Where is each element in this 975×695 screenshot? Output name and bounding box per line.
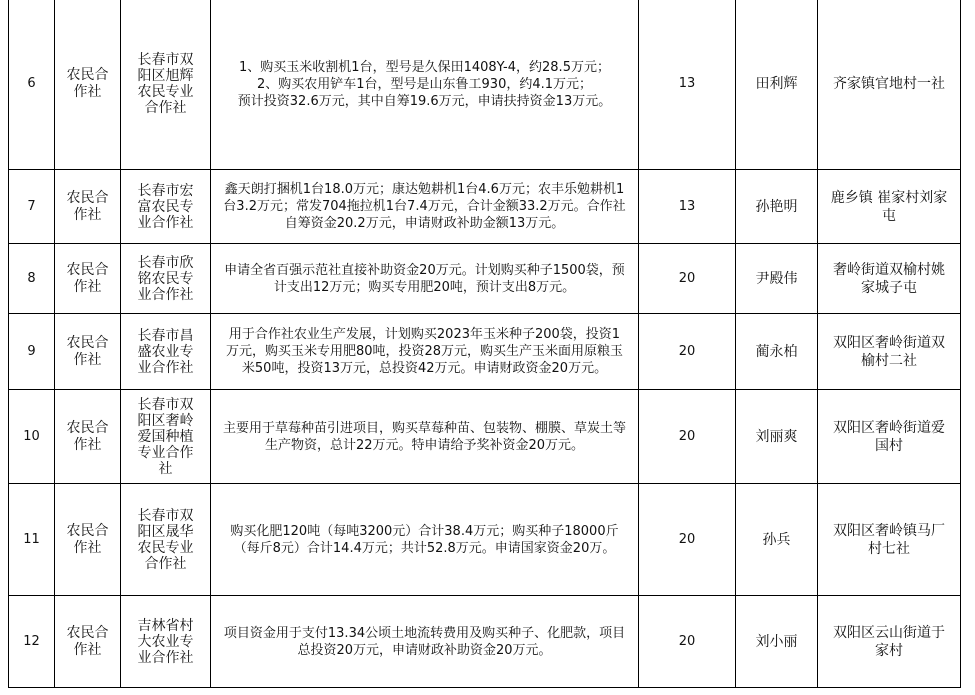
contact-person-cell: 孙兵 bbox=[736, 484, 818, 596]
address-cell: 奢岭街道双榆村姚家城子屯 bbox=[818, 244, 961, 314]
project-description-cell bbox=[211, 170, 639, 244]
address-cell: 双阳区奢岭街道爱国村 bbox=[818, 390, 961, 484]
address-cell: 鹿乡镇 崔家村刘家屯 bbox=[818, 170, 961, 244]
contact-person-cell: 刘丽爽 bbox=[736, 390, 818, 484]
address-cell: 双阳区奢岭镇马厂村七社 bbox=[818, 484, 961, 596]
funding-amount-cell: 20 bbox=[639, 244, 736, 314]
project-description-cell bbox=[211, 244, 639, 314]
table-row bbox=[9, 0, 961, 170]
entity-type-cell: 农民合作社 bbox=[55, 484, 121, 596]
table-row bbox=[9, 390, 961, 484]
funding-amount-cell: 13 bbox=[639, 170, 736, 244]
description-paragraph: 1、购买玉米收割机1台，型号是久保田1408Y-4，约28.5万元； bbox=[239, 59, 610, 75]
funding-amount-cell: 13 bbox=[639, 0, 736, 170]
table-row bbox=[9, 170, 961, 244]
funding-amount-cell: 20 bbox=[639, 314, 736, 390]
contact-person-cell: 孙艳明 bbox=[736, 170, 818, 244]
description-paragraph: 鑫天朗打捆机1台18.0万元；康达勉耕机1台4.6万元；农丰乐勉耕机1台3.2万元；常发704拖拉机1台7.4万元，合计金额33.2万元。合作社自筹资金20.2万元，申请财政补助金额13万元。 bbox=[223, 182, 626, 231]
contact-person-cell: 尹殿伟 bbox=[736, 244, 818, 314]
cooperative-name-cell: 长春市宏富农民专业合作社 bbox=[121, 170, 211, 244]
description-paragraph: 预计投资32.6万元，其中自筹19.6万元，申请扶持资金13万元。 bbox=[237, 93, 612, 109]
project-table bbox=[8, 0, 961, 688]
entity-type-cell: 农民合作社 bbox=[55, 244, 121, 314]
cooperative-name-cell: 长春市双阳区奢岭爱国种植专业合作社 bbox=[121, 390, 211, 484]
table-row bbox=[9, 596, 961, 688]
contact-person-cell: 田利辉 bbox=[736, 0, 818, 170]
funding-amount-cell: 20 bbox=[639, 484, 736, 596]
cooperative-name-cell: 长春市昌盛农业专业合作社 bbox=[121, 314, 211, 390]
row-number-cell: 9 bbox=[9, 314, 55, 390]
contact-person-cell: 蔺永柏 bbox=[736, 314, 818, 390]
cooperative-name-cell: 长春市双阳区旭辉农民专业合作社 bbox=[121, 0, 211, 170]
project-description-cell bbox=[211, 484, 639, 596]
description-paragraph: 项目资金用于支付13.34公顷土地流转费用及购买种子、化肥款，项目总投资20万元，申请财政补助资金20万元。 bbox=[223, 625, 626, 658]
description-paragraph: 2、购买农用铲车1台，型号是山东鲁工930，约4.1万元； bbox=[256, 76, 593, 92]
entity-type-cell: 农民合作社 bbox=[55, 170, 121, 244]
description-paragraph: 主要用于草莓种苗引进项目，购买草莓种苗、包装物、棚膜、草炭土等生产物资，总计22万元。特申请给予奖补资金20万元。 bbox=[223, 420, 627, 453]
row-number-cell: 10 bbox=[9, 390, 55, 484]
cooperative-name-cell: 长春市双阳区晟华农民专业合作社 bbox=[121, 484, 211, 596]
entity-type-cell: 农民合作社 bbox=[55, 390, 121, 484]
table-row bbox=[9, 484, 961, 596]
table-body bbox=[9, 0, 961, 688]
funding-amount-cell: 20 bbox=[639, 596, 736, 688]
entity-type-cell: 农民合作社 bbox=[55, 0, 121, 170]
row-number-cell: 8 bbox=[9, 244, 55, 314]
project-description-cell bbox=[211, 596, 639, 688]
address-cell: 双阳区云山街道于家村 bbox=[818, 596, 961, 688]
project-description-cell bbox=[211, 390, 639, 484]
project-description-cell bbox=[211, 0, 639, 170]
project-description-cell bbox=[211, 314, 639, 390]
address-cell: 齐家镇官地村一社 bbox=[818, 0, 961, 170]
cooperative-name-cell: 吉林省村大农业专业合作社 bbox=[121, 596, 211, 688]
description-paragraph: 申请全省百强示范社直接补助资金20万元。计划购买种子1500袋，预计支出12万元；购买专用肥20吨，预计支出8万元。 bbox=[224, 262, 625, 295]
description-paragraph: 用于合作社农业生产发展，计划购买2023年玉米种子200袋，投资1万元，购买玉米专用肥80吨，投资28万元，购买生产玉米面用原粮玉米50吨，投资13万元，总投资42万元。申请财政资金20万元。 bbox=[225, 327, 624, 376]
contact-person-cell: 刘小丽 bbox=[736, 596, 818, 688]
table-row bbox=[9, 314, 961, 390]
description-paragraph: 购买化肥120吨（每吨3200元）合计38.4万元；购买种子18000斤（每斤8元）合计14.4万元；共计52.8万元。申请国家资金20万。 bbox=[230, 523, 619, 556]
entity-type-cell: 农民合作社 bbox=[55, 596, 121, 688]
cooperative-name-cell: 长春市欣铭农民专业合作社 bbox=[121, 244, 211, 314]
row-number-cell: 11 bbox=[9, 484, 55, 596]
row-number-cell: 12 bbox=[9, 596, 55, 688]
row-number-cell: 6 bbox=[9, 0, 55, 170]
entity-type-cell: 农民合作社 bbox=[55, 314, 121, 390]
row-number-cell: 7 bbox=[9, 170, 55, 244]
address-cell: 双阳区奢岭街道双榆村二社 bbox=[818, 314, 961, 390]
table-row bbox=[9, 244, 961, 314]
funding-amount-cell: 20 bbox=[639, 390, 736, 484]
